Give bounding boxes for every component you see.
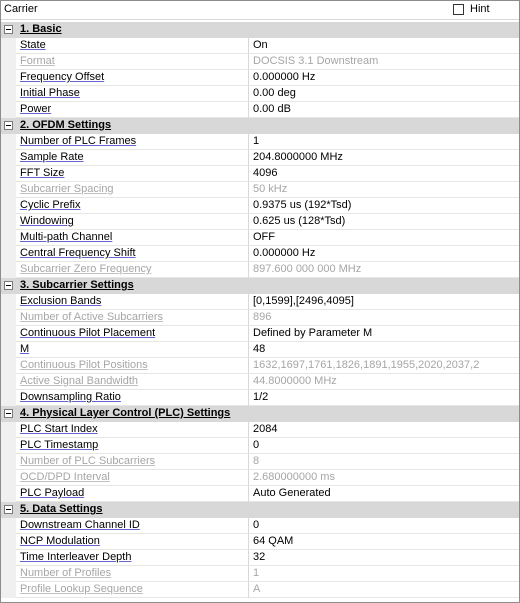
property-value-cell bbox=[249, 566, 519, 582]
property-value-cell bbox=[249, 358, 519, 374]
property-row-ocd-dpd-interval bbox=[1, 470, 519, 486]
property-value-cell[interactable] bbox=[249, 150, 519, 166]
collapse-icon[interactable] bbox=[4, 281, 13, 290]
property-name: Initial Phase bbox=[20, 87, 80, 99]
property-row-plc-timestamp[interactable] bbox=[1, 438, 519, 454]
property-name-cell bbox=[16, 182, 249, 198]
row-gutter bbox=[1, 54, 16, 70]
property-name-cell[interactable] bbox=[16, 38, 249, 54]
property-name: Profile Lookup Sequence bbox=[20, 583, 143, 595]
row-gutter bbox=[1, 246, 16, 262]
category-gutter bbox=[1, 502, 16, 518]
property-value-cell[interactable] bbox=[249, 422, 519, 438]
title-bar bbox=[1, 1, 519, 20]
property-value-cell[interactable] bbox=[249, 486, 519, 502]
property-row-format bbox=[1, 54, 519, 70]
category-3[interactable] bbox=[1, 278, 519, 294]
property-grid bbox=[1, 22, 519, 598]
property-name: FFT Size bbox=[20, 167, 65, 179]
row-gutter bbox=[1, 294, 16, 310]
property-name-cell bbox=[16, 54, 249, 70]
category-label: 1. Basic bbox=[20, 23, 62, 35]
property-row-windowing[interactable] bbox=[1, 214, 519, 230]
property-name: Power bbox=[20, 103, 52, 115]
property-name-cell[interactable] bbox=[16, 342, 249, 358]
property-row-frequency-offset[interactable] bbox=[1, 70, 519, 86]
collapse-icon[interactable] bbox=[4, 121, 13, 130]
property-name: PLC Start Index bbox=[20, 423, 98, 435]
property-value: On bbox=[253, 39, 268, 51]
category-label: 5. Data Settings bbox=[20, 503, 103, 515]
property-name: OCD/DPD Interval bbox=[20, 471, 110, 483]
property-row-initial-phase[interactable] bbox=[1, 86, 519, 102]
row-gutter bbox=[1, 166, 16, 182]
property-value: 897.600 000 000 MHz bbox=[253, 263, 362, 275]
property-value: 204.8000000 MHz bbox=[253, 151, 343, 163]
property-value-cell[interactable] bbox=[249, 550, 519, 566]
property-value: 0 bbox=[253, 439, 260, 451]
property-value: 50 kHz bbox=[253, 183, 288, 195]
property-row-plc-payload[interactable] bbox=[1, 486, 519, 502]
property-value: 4096 bbox=[253, 167, 278, 179]
property-name-cell[interactable] bbox=[16, 198, 249, 214]
property-value: 896 bbox=[253, 311, 272, 323]
property-value-cell bbox=[249, 262, 519, 278]
property-row-downstream-channel-id[interactable] bbox=[1, 518, 519, 534]
property-name: Downsampling Ratio bbox=[20, 391, 121, 403]
property-row-subcarrier-zero-frequency bbox=[1, 262, 519, 278]
property-value: 48 bbox=[253, 343, 266, 355]
property-name: Windowing bbox=[20, 215, 74, 227]
property-value-cell[interactable] bbox=[249, 230, 519, 246]
property-row-central-frequency-shift[interactable] bbox=[1, 246, 519, 262]
row-gutter bbox=[1, 486, 16, 502]
property-name-cell[interactable] bbox=[16, 486, 249, 502]
property-name-cell bbox=[16, 582, 249, 598]
property-row-number-of-active-subcarriers bbox=[1, 310, 519, 326]
property-name-cell[interactable] bbox=[16, 102, 249, 118]
property-row-downsampling-ratio[interactable] bbox=[1, 390, 519, 406]
category-gutter bbox=[1, 278, 16, 294]
property-value: 0.000000 Hz bbox=[253, 247, 316, 259]
property-name-cell[interactable] bbox=[16, 86, 249, 102]
property-name-cell[interactable] bbox=[16, 166, 249, 182]
row-gutter bbox=[1, 182, 16, 198]
category-label: 2. OFDM Settings bbox=[20, 119, 112, 131]
row-gutter bbox=[1, 38, 16, 54]
property-row-ncp-modulation[interactable] bbox=[1, 534, 519, 550]
property-name-cell bbox=[16, 358, 249, 374]
property-value: 32 bbox=[253, 551, 266, 563]
property-name: Subcarrier Zero Frequency bbox=[20, 263, 152, 275]
property-name: Frequency Offset bbox=[20, 71, 105, 83]
property-value: 0 bbox=[253, 519, 260, 531]
property-value: 44.8000000 MHz bbox=[253, 375, 337, 387]
row-gutter bbox=[1, 550, 16, 566]
property-value: 1 bbox=[253, 135, 260, 147]
property-value-cell[interactable] bbox=[249, 38, 519, 54]
property-value: 0.9375 us (192*Tsd) bbox=[253, 199, 352, 211]
property-row-continuous-pilot-positions bbox=[1, 358, 519, 374]
category-2[interactable] bbox=[1, 118, 519, 134]
row-gutter bbox=[1, 310, 16, 326]
property-name-cell[interactable] bbox=[16, 534, 249, 550]
property-row-number-of-plc-frames[interactable] bbox=[1, 134, 519, 150]
property-name-cell[interactable] bbox=[16, 422, 249, 438]
property-row-fft-size[interactable] bbox=[1, 166, 519, 182]
property-name-cell[interactable] bbox=[16, 214, 249, 230]
property-name: Cyclic Prefix bbox=[20, 199, 81, 211]
property-value: A bbox=[253, 583, 261, 595]
property-row-number-of-profiles bbox=[1, 566, 519, 582]
property-value: 1632,1697,1761,1826,1891,1955,2020,2037,2 bbox=[253, 359, 480, 371]
row-gutter bbox=[1, 470, 16, 486]
property-name: Format bbox=[20, 55, 55, 67]
collapse-icon[interactable] bbox=[4, 25, 13, 34]
property-name: Downstream Channel ID bbox=[20, 519, 140, 531]
property-value: 2.680000000 ms bbox=[253, 471, 335, 483]
property-name-cell[interactable] bbox=[16, 70, 249, 86]
property-value: 1/2 bbox=[253, 391, 269, 403]
property-value-cell bbox=[249, 582, 519, 598]
row-gutter bbox=[1, 134, 16, 150]
property-row-cyclic-prefix[interactable] bbox=[1, 198, 519, 214]
row-gutter bbox=[1, 262, 16, 278]
property-value-cell[interactable] bbox=[249, 134, 519, 150]
property-value-cell[interactable] bbox=[249, 70, 519, 86]
property-name: NCP Modulation bbox=[20, 535, 100, 547]
property-name-cell[interactable] bbox=[16, 326, 249, 342]
property-value: 8 bbox=[253, 455, 260, 467]
property-value: Defined by Parameter M bbox=[253, 327, 373, 339]
property-row-number-of-plc-subcarriers bbox=[1, 454, 519, 470]
row-gutter bbox=[1, 390, 16, 406]
property-row-m[interactable] bbox=[1, 342, 519, 358]
property-value: 64 QAM bbox=[253, 535, 294, 547]
category-1[interactable] bbox=[1, 22, 519, 38]
property-name-cell[interactable] bbox=[16, 134, 249, 150]
property-name: M bbox=[20, 343, 30, 355]
hint-toggle[interactable] bbox=[453, 3, 490, 15]
property-value: 1 bbox=[253, 567, 260, 579]
property-name-cell[interactable] bbox=[16, 294, 249, 310]
property-value-cell[interactable] bbox=[249, 342, 519, 358]
row-gutter bbox=[1, 342, 16, 358]
property-value-cell[interactable] bbox=[249, 214, 519, 230]
window-title: Carrier bbox=[4, 3, 38, 15]
category-gutter bbox=[1, 406, 16, 422]
category-gutter bbox=[1, 22, 16, 38]
property-row-subcarrier-spacing bbox=[1, 182, 519, 198]
property-name: Exclusion Bands bbox=[20, 295, 102, 307]
property-name: PLC Timestamp bbox=[20, 439, 99, 451]
property-name-cell bbox=[16, 310, 249, 326]
property-name-cell[interactable] bbox=[16, 550, 249, 566]
row-gutter bbox=[1, 326, 16, 342]
property-name-cell bbox=[16, 374, 249, 390]
property-value: DOCSIS 3.1 Downstream bbox=[253, 55, 379, 67]
property-value: 0.625 us (128*Tsd) bbox=[253, 215, 346, 227]
category-label: 3. Subcarrier Settings bbox=[20, 279, 134, 291]
property-name: Time Interleaver Depth bbox=[20, 551, 132, 563]
property-value: 0.000000 Hz bbox=[253, 71, 316, 83]
property-value-cell bbox=[249, 374, 519, 390]
row-gutter bbox=[1, 422, 16, 438]
property-value-cell bbox=[249, 54, 519, 70]
property-name: Central Frequency Shift bbox=[20, 247, 136, 259]
row-gutter bbox=[1, 534, 16, 550]
property-name: Number of Active Subcarriers bbox=[20, 311, 164, 323]
row-gutter bbox=[1, 582, 16, 598]
property-name-cell[interactable] bbox=[16, 150, 249, 166]
property-row-time-interleaver-depth[interactable] bbox=[1, 550, 519, 566]
property-row-active-signal-bandwidth bbox=[1, 374, 519, 390]
property-value-cell[interactable] bbox=[249, 86, 519, 102]
property-name: Number of Profiles bbox=[20, 567, 112, 579]
property-name: Continuous Pilot Placement bbox=[20, 327, 156, 339]
property-name-cell bbox=[16, 470, 249, 486]
property-name: State bbox=[20, 39, 46, 51]
row-gutter bbox=[1, 214, 16, 230]
property-row-exclusion-bands[interactable] bbox=[1, 294, 519, 310]
property-value-cell[interactable] bbox=[249, 390, 519, 406]
property-name-cell[interactable] bbox=[16, 518, 249, 534]
property-value: 0.00 dB bbox=[253, 103, 291, 115]
property-row-sample-rate[interactable] bbox=[1, 150, 519, 166]
property-value-cell[interactable] bbox=[249, 198, 519, 214]
property-name: Active Signal Bandwidth bbox=[20, 375, 139, 387]
property-name-cell[interactable] bbox=[16, 230, 249, 246]
property-name: Sample Rate bbox=[20, 151, 84, 163]
property-row-multi-path-channel[interactable] bbox=[1, 230, 519, 246]
category-gutter bbox=[1, 118, 16, 134]
property-value-cell[interactable] bbox=[249, 246, 519, 262]
property-name: Continuous Pilot Positions bbox=[20, 359, 148, 371]
property-row-continuous-pilot-placement[interactable] bbox=[1, 326, 519, 342]
row-gutter bbox=[1, 438, 16, 454]
collapse-icon[interactable] bbox=[4, 409, 13, 418]
property-row-power[interactable] bbox=[1, 102, 519, 118]
property-value-cell[interactable] bbox=[249, 102, 519, 118]
property-name: Number of PLC Subcarriers bbox=[20, 455, 156, 467]
property-row-state[interactable] bbox=[1, 38, 519, 54]
property-row-profile-lookup-sequence bbox=[1, 582, 519, 598]
hint-checkbox[interactable] bbox=[453, 4, 464, 15]
row-gutter bbox=[1, 198, 16, 214]
property-value-cell[interactable] bbox=[249, 534, 519, 550]
row-gutter bbox=[1, 374, 16, 390]
row-gutter bbox=[1, 102, 16, 118]
row-gutter bbox=[1, 518, 16, 534]
category-label: 4. Physical Layer Control (PLC) Settings bbox=[20, 407, 231, 419]
property-value: [0,1599],[2496,4095] bbox=[253, 295, 354, 307]
property-name: Subcarrier Spacing bbox=[20, 183, 114, 195]
property-value: OFF bbox=[253, 231, 275, 243]
property-value-cell bbox=[249, 470, 519, 486]
category-5[interactable] bbox=[1, 502, 519, 518]
property-value-cell[interactable] bbox=[249, 518, 519, 534]
property-name-cell[interactable] bbox=[16, 390, 249, 406]
category-4[interactable] bbox=[1, 406, 519, 422]
row-gutter bbox=[1, 358, 16, 374]
property-value-cell[interactable] bbox=[249, 294, 519, 310]
property-value-cell bbox=[249, 454, 519, 470]
property-value-cell[interactable] bbox=[249, 438, 519, 454]
property-value-cell[interactable] bbox=[249, 166, 519, 182]
property-name-cell[interactable] bbox=[16, 246, 249, 262]
property-name-cell bbox=[16, 454, 249, 470]
property-name-cell bbox=[16, 262, 249, 278]
property-name-cell[interactable] bbox=[16, 438, 249, 454]
property-value-cell bbox=[249, 310, 519, 326]
row-gutter bbox=[1, 454, 16, 470]
row-gutter bbox=[1, 150, 16, 166]
property-value-cell bbox=[249, 182, 519, 198]
property-value: 0.00 deg bbox=[253, 87, 296, 99]
row-gutter bbox=[1, 566, 16, 582]
property-name: PLC Payload bbox=[20, 487, 85, 499]
hint-label: Hint bbox=[470, 3, 490, 15]
collapse-icon[interactable] bbox=[4, 505, 13, 514]
property-value-cell[interactable] bbox=[249, 326, 519, 342]
property-name: Multi-path Channel bbox=[20, 231, 113, 243]
row-gutter bbox=[1, 230, 16, 246]
property-value: Auto Generated bbox=[253, 487, 331, 499]
property-row-plc-start-index[interactable] bbox=[1, 422, 519, 438]
property-value: 2084 bbox=[253, 423, 278, 435]
property-name: Number of PLC Frames bbox=[20, 135, 137, 147]
property-name-cell bbox=[16, 566, 249, 582]
row-gutter bbox=[1, 70, 16, 86]
row-gutter bbox=[1, 86, 16, 102]
